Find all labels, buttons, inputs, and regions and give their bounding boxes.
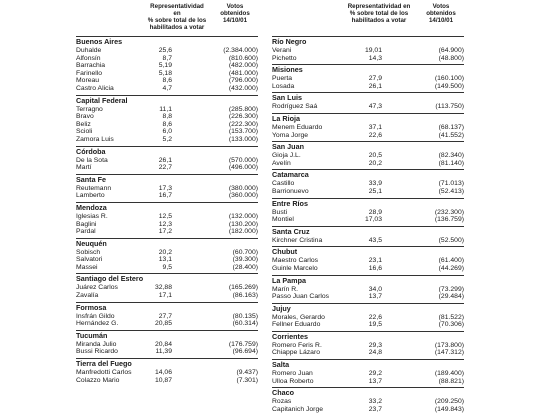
votes-value: (165.269)	[228, 284, 258, 292]
candidate-name: Avelín	[272, 159, 291, 167]
representativity-value: 12,5	[158, 212, 172, 220]
votes-value: (44.269)	[438, 264, 464, 272]
candidate-name: Busti	[272, 208, 288, 216]
province-group	[76, 174, 258, 202]
representativity-header: Representatividad en % sobre total de los habilitados a votar	[347, 3, 411, 24]
candidate-row	[272, 160, 464, 168]
province-name: La Rioja	[272, 113, 300, 123]
province-group	[76, 358, 258, 386]
candidate-name: Farinello	[76, 69, 103, 77]
candidate-name: Barrachia	[76, 62, 106, 70]
candidate-row	[76, 249, 258, 257]
votes-value: (73.299)	[438, 285, 464, 293]
representativity-value: 6,0	[162, 128, 172, 136]
representativity-value: 25,1	[368, 187, 382, 195]
representativity-value: 37,1	[368, 123, 382, 131]
province-group	[76, 238, 258, 274]
candidate-row	[272, 216, 464, 224]
candidate-name: Bussi Ricardo	[76, 348, 118, 356]
province-group	[272, 246, 464, 274]
representativity-value: 29,3	[368, 341, 382, 349]
votes-value: (432.000)	[228, 84, 258, 92]
province-group	[272, 359, 464, 387]
candidate-name: Zamora Luis	[76, 135, 114, 143]
candidate-row	[76, 128, 258, 136]
province-name: Jujuy	[272, 303, 291, 313]
representativity-value: 20,85	[154, 320, 172, 328]
votes-value: (173.800)	[434, 341, 464, 349]
province-name: Capital Federal	[76, 95, 128, 105]
candidate-name: Bravo	[76, 113, 94, 121]
right-column	[272, 0, 464, 415]
province-name: Santiago del Estero	[76, 274, 144, 284]
candidate-name: Losada	[272, 82, 295, 90]
province-name: Entre Ríos	[272, 198, 308, 208]
candidate-row	[272, 237, 464, 245]
representativity-value: 17,2	[158, 228, 172, 236]
province-group	[272, 275, 464, 303]
province-name: Buenos Aires	[76, 37, 123, 46]
candidate-name: Pardal	[76, 228, 96, 236]
candidate-name: Reutemann	[76, 184, 112, 192]
votes-value: (133.000)	[228, 135, 258, 143]
candidate-name: Insfrán Gildo	[76, 312, 115, 320]
votes-value: (113.750)	[435, 103, 464, 111]
votes-value: (209.250)	[434, 398, 464, 406]
candidate-row	[272, 55, 464, 63]
candidate-name: Menem Eduardo	[272, 123, 323, 131]
candidate-row	[76, 164, 258, 172]
votes-value: (176.759)	[228, 340, 258, 348]
province-name: La Pampa	[272, 275, 306, 285]
representativity-value: 20,2	[368, 159, 382, 167]
votes-header: Votos obtenidos 14/10/01	[426, 3, 456, 24]
province-group	[272, 113, 464, 141]
left-header	[76, 0, 258, 36]
votes-header: Votos obtenidos 14/10/01	[220, 3, 250, 24]
votes-value: (70.306)	[438, 321, 464, 329]
representativity-value: 11,39	[155, 348, 172, 356]
candidate-name: Miranda Julio	[76, 340, 117, 348]
right-province-list	[272, 36, 464, 415]
candidate-name: Fellner Eduardo	[272, 321, 321, 329]
candidate-row	[76, 348, 258, 356]
candidate-row	[76, 264, 258, 272]
votes-value: (9.437)	[236, 369, 258, 377]
votes-value: (285.800)	[228, 105, 258, 113]
representativity-value: 17,3	[158, 184, 172, 192]
candidate-row	[272, 406, 464, 414]
votes-value: (86.163)	[232, 292, 258, 300]
province-name: Salta	[272, 360, 290, 370]
representativity-value: 23,1	[368, 257, 382, 265]
province-group	[76, 302, 258, 330]
votes-value: (61.400)	[438, 257, 464, 265]
candidate-row	[76, 313, 258, 321]
candidate-name: Kirchner Cristina	[272, 236, 323, 244]
candidate-row	[272, 321, 464, 329]
province-group	[272, 198, 464, 226]
candidate-name: Romero Juan	[272, 370, 313, 378]
left-province-list	[76, 36, 258, 386]
representativity-value: 13,1	[158, 256, 172, 264]
representativity-value: 23,7	[368, 405, 382, 413]
votes-value: (88.821)	[438, 377, 464, 385]
candidate-row	[272, 103, 464, 111]
candidate-row	[272, 314, 464, 322]
representativity-value: 33,2	[368, 398, 382, 406]
province-name: Santa Fe	[76, 174, 106, 184]
votes-value: (226.300)	[228, 113, 258, 121]
representativity-value: 14,06	[154, 369, 172, 377]
votes-value: (60.700)	[232, 248, 258, 256]
candidate-row	[76, 256, 258, 264]
candidate-row	[76, 62, 258, 70]
votes-value: (496.000)	[228, 164, 258, 172]
candidate-name: Terragno	[76, 105, 103, 113]
candidate-row	[76, 228, 258, 236]
representativity-value: 22,6	[368, 131, 382, 139]
candidate-row	[272, 209, 464, 217]
candidate-row	[76, 341, 258, 349]
candidate-name: Castro Alicia	[76, 84, 114, 92]
votes-value: (130.200)	[228, 220, 258, 228]
province-name: Tierra del Fuego	[76, 359, 132, 369]
province-group	[76, 202, 258, 238]
candidate-name: Maestro Carlos	[272, 257, 319, 265]
candidate-row	[76, 106, 258, 114]
province-name: San Luis	[272, 93, 302, 103]
candidate-row	[76, 77, 258, 85]
candidate-row	[76, 377, 258, 385]
candidate-name: Hernández G.	[76, 320, 119, 328]
votes-value: (29.484)	[438, 293, 464, 301]
province-name: Chaco	[272, 388, 294, 398]
representativity-value: 8,8	[162, 113, 172, 121]
candidate-row	[76, 121, 258, 129]
province-name: Tucumán	[76, 330, 108, 340]
votes-value: (149.500)	[434, 82, 464, 90]
province-name: Corrientes	[272, 331, 308, 341]
province-group	[272, 303, 464, 331]
representativity-value: 13,7	[368, 293, 382, 301]
candidate-name: Moreau	[76, 77, 100, 85]
candidate-row	[272, 180, 464, 188]
province-group	[76, 95, 258, 146]
province-group	[272, 331, 464, 359]
candidate-name: Rozas	[272, 398, 292, 406]
votes-value: (80.135)	[232, 312, 258, 320]
representativity-value: 34,0	[368, 285, 382, 293]
candidate-name: Chiappe Lázaro	[272, 349, 320, 357]
province-name: Mendoza	[76, 202, 107, 212]
votes-value: (2.384.000)	[223, 47, 258, 54]
candidate-row	[272, 257, 464, 265]
candidate-row	[76, 284, 258, 292]
province-group	[76, 146, 258, 174]
votes-value: (796.000)	[228, 77, 258, 85]
province-name: Córdoba	[76, 146, 106, 156]
candidate-name: Marín R.	[272, 285, 299, 293]
candidate-name: Colazzo Mario	[76, 376, 120, 384]
representativity-value: 20,84	[154, 340, 172, 348]
province-group	[76, 273, 258, 301]
representativity-value: 29,2	[368, 370, 382, 378]
province-name: San Juan	[272, 142, 304, 152]
province-group	[76, 36, 258, 95]
votes-value: (810.600)	[228, 54, 258, 62]
votes-value: (96.694)	[232, 348, 258, 356]
representativity-value: 28,9	[368, 208, 382, 216]
candidate-name: Salvatori	[76, 256, 103, 264]
candidate-row	[272, 152, 464, 160]
representativity-value: 8,6	[162, 77, 172, 85]
province-group	[272, 92, 464, 113]
representativity-value: 20,5	[368, 152, 382, 160]
candidate-row	[76, 157, 258, 165]
candidate-row	[272, 286, 464, 294]
representativity-value: 16,6	[368, 264, 382, 272]
candidate-name: Capitanich Jorge	[272, 405, 324, 413]
candidate-name: Juárez Carlos	[76, 284, 118, 292]
province-group	[272, 226, 464, 247]
votes-value: (153.700)	[228, 128, 258, 136]
candidate-row	[272, 370, 464, 378]
candidate-name: Duhalde	[76, 47, 102, 54]
candidate-row	[76, 47, 258, 55]
left-column	[76, 0, 258, 386]
candidate-name: Martí	[76, 164, 92, 172]
representativity-value: 32,88	[154, 284, 172, 292]
votes-value: (48.800)	[438, 54, 464, 62]
province-name: Misiones	[272, 65, 303, 75]
votes-value: (380.000)	[228, 184, 258, 192]
candidate-row	[76, 213, 258, 221]
votes-value: (81.140)	[438, 159, 464, 167]
votes-value: (232.300)	[434, 208, 464, 216]
candidate-row	[272, 75, 464, 83]
candidate-name: De la Sota	[76, 156, 108, 164]
candidate-name: Rodríguez Saá	[272, 103, 318, 111]
representativity-value: 24,8	[368, 349, 382, 357]
candidate-name: Guinle Marcelo	[272, 264, 318, 272]
candidate-name: Passo Juan Carlos	[272, 293, 330, 301]
representativity-value: 16,7	[158, 192, 172, 200]
province-group	[76, 330, 258, 358]
votes-value: (147.312)	[434, 349, 464, 357]
province-name: Neuquén	[76, 238, 107, 248]
votes-value: (482.000)	[228, 62, 258, 70]
representativity-value: 27,9	[368, 75, 382, 83]
candidate-row	[272, 349, 464, 357]
representativity-header: Representatividad en % sobre total de los habilitados a votar	[147, 3, 207, 31]
candidate-name: Pichetto	[272, 54, 297, 62]
candidate-name: Montiel	[272, 216, 294, 224]
votes-value: (570.000)	[228, 156, 258, 164]
candidate-row	[76, 292, 258, 300]
candidate-name: Yoma Jorge	[272, 131, 309, 139]
candidate-name: Manfredotti Carlos	[76, 369, 132, 377]
candidate-row	[272, 47, 464, 55]
candidate-row	[76, 85, 258, 93]
representativity-value: 8,6	[162, 120, 172, 128]
candidate-row	[76, 185, 258, 193]
candidate-row	[76, 320, 258, 328]
votes-value: (64.900)	[438, 47, 464, 54]
candidate-row	[76, 192, 258, 200]
representativity-value: 17,1	[158, 292, 172, 300]
representativity-value: 20,2	[158, 248, 172, 256]
representativity-value: 13,7	[368, 377, 382, 385]
representativity-value: 25,6	[158, 47, 172, 54]
candidate-row	[76, 136, 258, 144]
province-name: Santa Cruz	[272, 226, 310, 236]
candidate-name: Baglini	[76, 220, 97, 228]
votes-value: (52.500)	[438, 236, 464, 244]
votes-value: (182.000)	[228, 228, 258, 236]
candidate-row	[272, 342, 464, 350]
candidate-name: Barrionuevo	[272, 187, 309, 195]
representativity-value: 17,03	[364, 216, 382, 224]
candidate-name: Beliz	[76, 120, 91, 128]
province-group	[272, 36, 464, 64]
candidate-row	[272, 132, 464, 140]
votes-value: (149.843)	[434, 405, 464, 413]
candidate-name: Castillo	[272, 180, 295, 188]
votes-value: (360.000)	[228, 192, 258, 200]
candidate-name: Massei	[76, 263, 98, 271]
votes-value: (41.552)	[438, 131, 464, 139]
representativity-value: 33,9	[368, 180, 382, 188]
candidate-row	[76, 70, 258, 78]
votes-value: (132.000)	[228, 212, 258, 220]
candidate-name: Romero Feris R.	[272, 341, 322, 349]
representativity-value: 4,7	[162, 84, 172, 92]
province-name: Catamarca	[272, 170, 309, 180]
province-name: Río Negro	[272, 37, 307, 46]
representativity-value: 14,3	[368, 54, 382, 62]
votes-value: (481.000)	[228, 69, 258, 77]
candidate-name: Verani	[272, 47, 292, 54]
candidate-name: Alfonsín	[76, 54, 101, 62]
candidate-row	[272, 265, 464, 273]
votes-value: (28.400)	[232, 263, 258, 271]
votes-value: (136.759)	[434, 216, 464, 224]
representativity-value: 19,01	[364, 47, 382, 54]
candidate-name: Ulloa Roberto	[272, 377, 314, 385]
votes-value: (160.100)	[434, 75, 464, 83]
votes-value: (39.300)	[232, 256, 258, 264]
candidate-row	[272, 378, 464, 386]
votes-value: (68.137)	[438, 123, 464, 131]
right-header	[272, 0, 464, 36]
representativity-value: 12,3	[158, 220, 172, 228]
votes-value: (52.413)	[438, 187, 464, 195]
province-name: Formosa	[76, 302, 107, 312]
representativity-value: 9,5	[162, 263, 172, 271]
votes-value: (222.300)	[228, 120, 258, 128]
candidate-row	[272, 293, 464, 301]
representativity-value: 47,3	[368, 103, 382, 111]
votes-value: (82.340)	[438, 152, 464, 160]
province-group	[272, 141, 464, 169]
candidate-row	[76, 113, 258, 121]
candidate-row	[272, 124, 464, 132]
representativity-value: 26,1	[158, 156, 172, 164]
candidate-row	[76, 369, 258, 377]
candidate-row	[272, 83, 464, 91]
candidate-name: Lamberto	[76, 192, 105, 200]
candidate-row	[272, 188, 464, 196]
representativity-value: 8,7	[162, 54, 172, 62]
votes-value: (81.522)	[438, 313, 464, 321]
representativity-value: 11,1	[159, 105, 172, 113]
votes-value: (60.314)	[232, 320, 258, 328]
candidate-name: Puerta	[272, 75, 293, 83]
province-name: Chubut	[272, 247, 298, 257]
representativity-value: 10,87	[154, 376, 172, 384]
votes-value: (71.013)	[438, 180, 464, 188]
province-group	[272, 169, 464, 197]
candidate-name: Zavalía	[76, 292, 99, 300]
candidate-row	[76, 221, 258, 229]
representativity-value: 19,5	[368, 321, 382, 329]
representativity-value: 5,2	[162, 135, 172, 143]
candidate-row	[76, 55, 258, 63]
candidate-name: Iglesias R.	[76, 212, 108, 220]
votes-value: (189.400)	[434, 370, 464, 378]
votes-value: (7.301)	[236, 376, 258, 384]
representativity-value: 26,1	[368, 82, 382, 90]
candidate-name: Sobisch	[76, 248, 101, 256]
representativity-value: 27,7	[158, 312, 172, 320]
representativity-value: 22,7	[158, 164, 172, 172]
province-group	[272, 64, 464, 92]
candidate-name: Morales, Gerardo	[272, 313, 325, 321]
candidate-name: Gioja J.L.	[272, 152, 301, 160]
province-group	[272, 387, 464, 415]
representativity-value: 5,19	[158, 62, 172, 70]
representativity-value: 5,18	[158, 69, 172, 77]
candidate-name: Scioli	[76, 128, 93, 136]
representativity-value: 22,6	[368, 313, 382, 321]
representativity-value: 43,5	[368, 236, 382, 244]
